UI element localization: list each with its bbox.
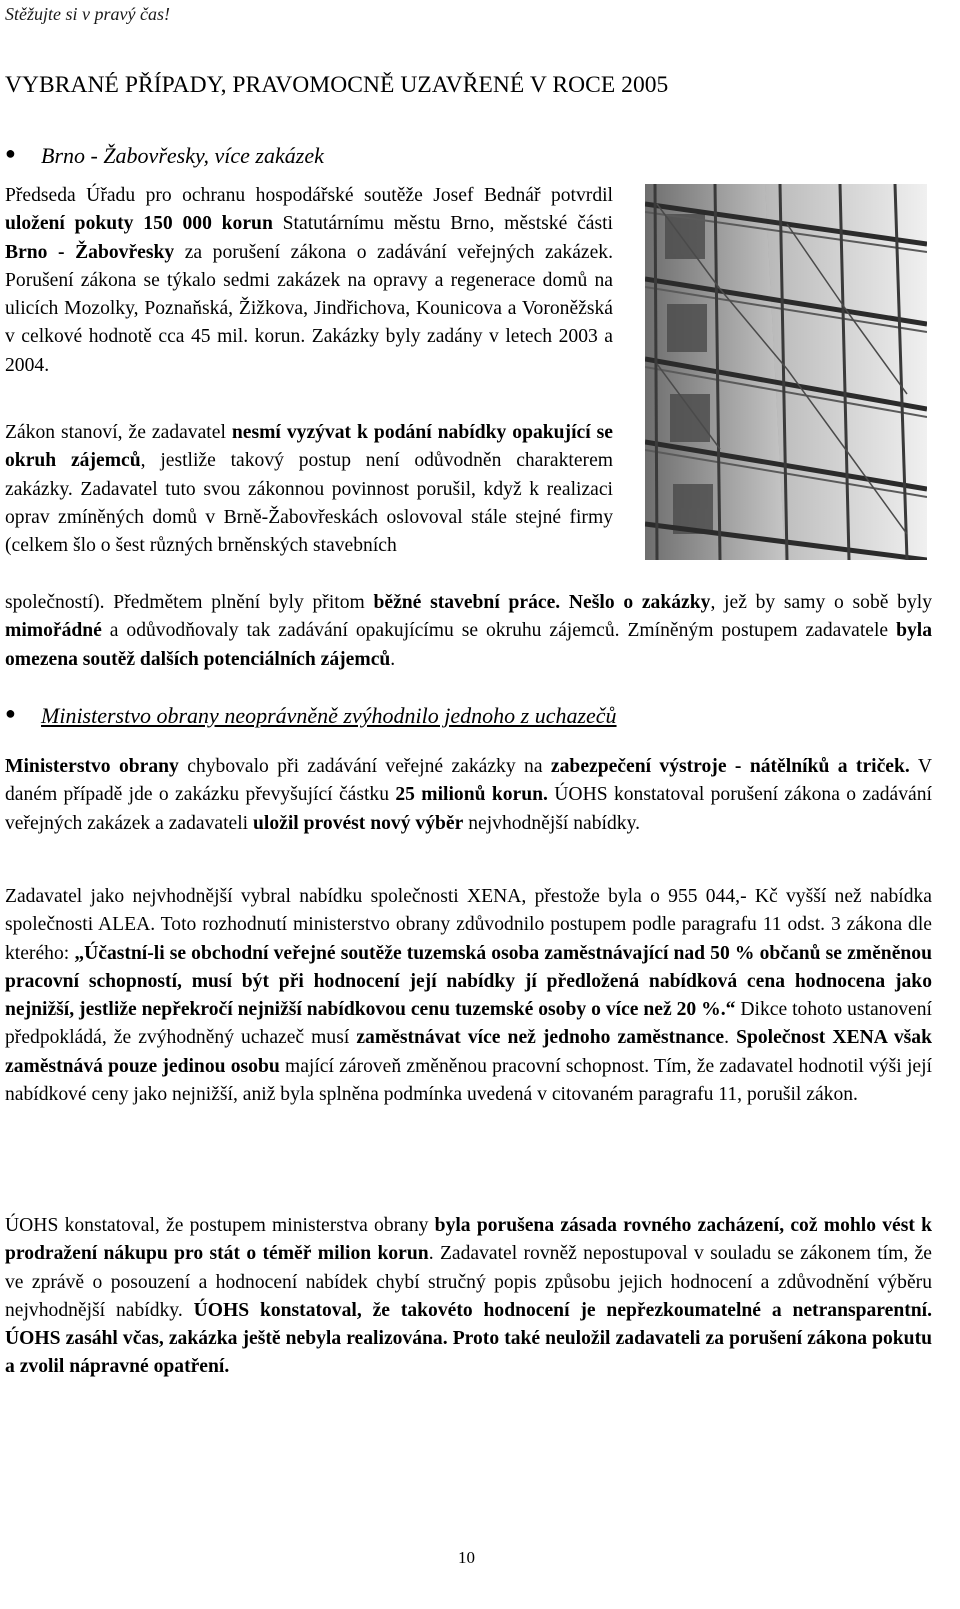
text-run: , jež by samy o sobě byly (710, 592, 932, 613)
case-heading-label: Brno - Žabovřesky, více zakázek (41, 143, 324, 168)
bold-text-run: nesmí vyzývat k podání nabídky opakující se okruh zájemců (5, 422, 613, 472)
text-run: V daném případě jde o zakázku převyšující částku (5, 756, 932, 806)
bold-text-run: Nešlo o zakázky (568, 592, 711, 613)
case2-paragraph-3 (5, 1212, 932, 1382)
text-run: Statutárnímu městu Brno, městské části (272, 213, 613, 235)
case1-paragraph-2-continued (5, 589, 932, 674)
bold-text-run: zabezpečení výstroje - nátělníků a triček. (550, 756, 910, 777)
bold-text-run: 25 milionů korun. (395, 784, 548, 806)
bold-text-run: Ministerstvo obrany (5, 756, 179, 777)
bullet-icon: ● (5, 703, 16, 723)
text-run: Předseda Úřadu pro ochranu hospodářské soutěže Josef Bednář potvrdil (5, 185, 613, 206)
text-run: . Zadavatel rovněž nepostupoval v souladu se zákonem tím, že ve zprávě o posouzení a hodnocení nabídek chybí stručný popis způsobu jejich hodnocení a zdůvodnění výběru nejvhodnější nabídky. (5, 1243, 932, 1321)
case-heading-brno (5, 143, 605, 173)
page-title: VYBRANÉ PŘÍPADY, PRAVOMOCNĚ UZAVŘENÉ V ROCE 2005 (5, 72, 669, 98)
text-run: ÚOHS konstatoval, že postupem ministerstva obrany (5, 1215, 435, 1236)
text-run: nejvhodnější nabídky. (463, 812, 640, 834)
text-run: mající zároveň změněnou pracovní schopnost. Tím, že zadavatel hodnotil výši její nabídkové ceny jako nejnižší, aniž byla splněna podmínka uvedená v citovaném paragrafu 11, porušil zákon. (5, 1055, 932, 1106)
text-run: Dikce tohoto ustanovení předpokládá, že zvýhodněný uchazeč musí (5, 999, 932, 1049)
bold-text-run: uložení pokuty 150 000 korun (5, 213, 273, 235)
bold-text-run: běžné stavební práce. (373, 592, 561, 613)
case-heading-label: Ministerstvo obrany neoprávněně zvýhodnilo jednoho z uchazečů (41, 703, 617, 728)
text-run: chybovalo při zadávání veřejné zakázky na (178, 756, 551, 777)
scaffolding-photo (645, 184, 927, 560)
text-run: ÚOHS konstatoval porušení zákona o zadávání veřejných zakázek a zadavateli (5, 784, 932, 834)
text-run (560, 592, 569, 613)
header-note: Stěžujte si v pravý čas! (5, 4, 170, 24)
text-run: Zákon stanoví, že zadavatel (5, 422, 232, 443)
text-run: , jestliže takový postup není odůvodněn charakterem zakázky. Zadavatel tuto svou zákonnou povinnost porušil, když k realizaci oprav zmíněných domů v Brně-Žabovřeskách oslovoval stále stejné firmy (celkem šlo o šest různých brněnských stavebních (5, 450, 614, 557)
case2-paragraph-2 (5, 883, 932, 1109)
text-run: společností). Předmětem plnění byly přitom (5, 592, 374, 613)
bold-text-run: uložil provést nový výběr (253, 812, 464, 834)
case-heading-ministerstvo (5, 703, 905, 733)
bold-text-run: mimořádné (5, 620, 102, 642)
text-run: za porušení zákona o zadávání veřejných zakázek. Porušení zákona se týkalo sedmi zakázek na opravy a regenerace domů na ulicích Mozolky, Poznaňská, Žižkova, Jindřichova, Kounicova a Voroněžská v celkové hodnotě cca 45 mil. korun. Zakázky byly zadány v letech 2003 a 2004. (5, 241, 613, 376)
case2-paragraph-1 (5, 753, 932, 838)
text-run: Zadavatel jako nejvhodnější vybral nabídku společnosti XENA, přestože byla o 955 044,- Kč vyšší než nabídka společnosti ALEA. Toto rozhodnutí ministerstvo obrany zdůvodnilo postupem podle paragrafu 11 odst. 3 zákona dle kterého: (5, 886, 932, 964)
bold-text-run: byla porušena zásada rovného zacházení, což mohlo vést k prodražení nákupu pro stát o téměř milion korun (5, 1215, 932, 1265)
bullet-icon: ● (5, 143, 16, 163)
scaffolding-photo-image (645, 184, 927, 560)
bold-text-run: Společnost XENA však zaměstnává pouze jedinou osobu (5, 1027, 932, 1077)
case1-paragraph-2 (5, 419, 613, 560)
bold-text-run: byla omezena soutěž dalších potenciálních zájemců (5, 620, 932, 670)
case1-paragraph-1 (5, 182, 613, 380)
page-number: 10 (458, 1548, 475, 1567)
bold-text-run: ÚOHS konstatoval, že takovéto hodnocení je nepřezkoumatelné a netransparentní. ÚOHS zasáhl včas, zakázka ještě nebyla realizována. Proto také neuložil zadavateli za porušení zákona pokutu a zvolil nápravné opatření. (5, 1299, 932, 1378)
text-run: a odůvodňovaly tak zadávání opakujícímu se okruhu zájemců. Zmíněným postupem zadavatele (101, 620, 897, 642)
bold-text-run: Brno - Žabovřesky (5, 241, 175, 263)
text-run: . (724, 1027, 737, 1049)
bold-text-run: zaměstnávat více než jednoho zaměstnance (356, 1027, 725, 1049)
bold-text-run: „Účastní-li se obchodní veřejné soutěže tuzemská osoba zaměstnávající nad 50 % občanů se změněnou pracovní schopností, musí být při hodnocení její nabídky jí předložená nabídková cena hodnocena jako nejnižší, jestliže nepřekročí nejnižší nabídkovou cenu tuzemské osoby o více než 20 %.“ (5, 942, 932, 1021)
text-run: . (390, 648, 396, 670)
